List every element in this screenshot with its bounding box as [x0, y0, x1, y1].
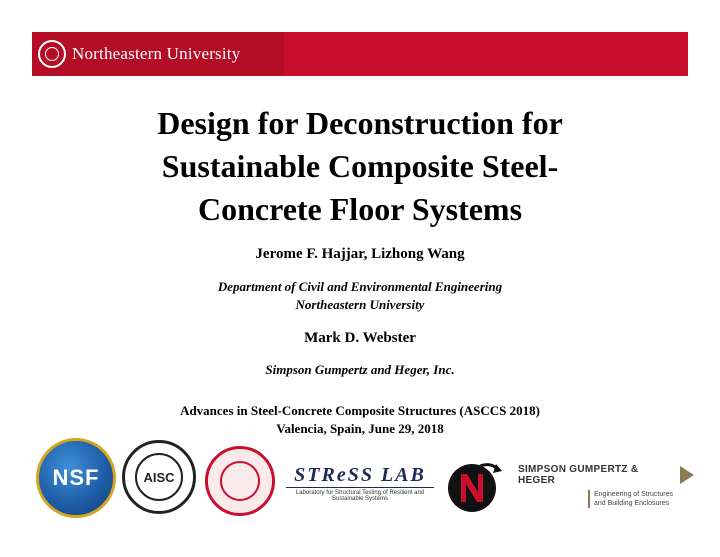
affiliation [60, 278, 660, 314]
sgh-name: SIMPSON GUMPERTZ & HEGER [518, 464, 639, 486]
sgh-logo [518, 464, 694, 514]
conference-info [60, 402, 660, 438]
title-line-1: Design for Deconstruction for [157, 105, 563, 141]
title-line-2: Sustainable Composite Steel- [161, 148, 559, 184]
sgh-triangle-icon [680, 466, 694, 484]
university-name: Northeastern University [72, 44, 241, 63]
conference-date: Valencia, Spain, June 29, 2018 [276, 421, 444, 436]
aisc-logo [122, 440, 196, 514]
presenter: Mark D. Webster [304, 330, 416, 346]
stress-lab-logo [286, 464, 434, 504]
conference-name: Advances in Steel-Concrete Composite Structures (ASCCS 2018) [180, 403, 540, 418]
nsf-logo-text: NSF [52, 465, 100, 490]
northeastern-n-logo [446, 456, 504, 514]
department: Department of Civil and Environmental Engineering [217, 279, 503, 294]
firm: Simpson Gumpertz and Heger, Inc. [265, 362, 455, 377]
northeastern-logo [38, 38, 240, 70]
northeastern-seal-logo [205, 446, 275, 516]
stress-lab-title: STReSS LAB [286, 464, 434, 488]
institution: Northeastern University [295, 297, 425, 312]
title-line-3: Concrete Floor Systems [197, 191, 523, 227]
sgh-tagline [588, 490, 694, 508]
stress-lab-subtitle: Laboratory for Structural Testing of Resilient and Sustainable Systems [295, 490, 425, 502]
nsf-logo [36, 438, 116, 518]
slide-title [60, 102, 660, 231]
university-seal-icon [38, 40, 66, 68]
northeastern-seal-icon [220, 461, 260, 501]
aisc-seal-icon [135, 453, 183, 501]
aisc-logo-text: AISC [143, 469, 175, 485]
authors: Jerome F. Hajjar, Lizhong Wang [255, 246, 465, 262]
sgh-tagline-2: and Building Enclosures [594, 500, 670, 507]
sgh-tagline-1: Engineering of Structures [594, 491, 673, 498]
